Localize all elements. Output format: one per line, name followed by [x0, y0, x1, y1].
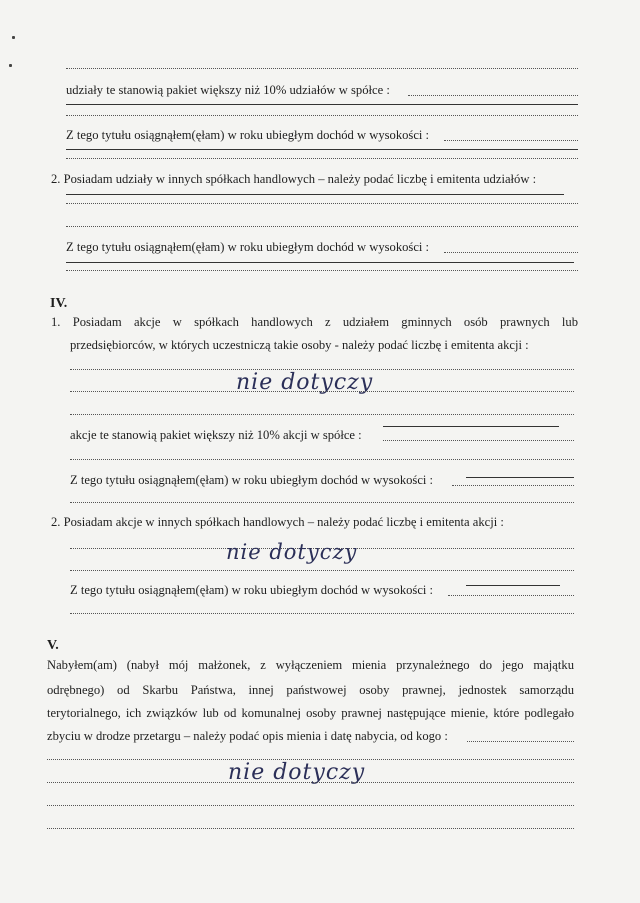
- item2-s3: [51, 172, 536, 187]
- income-label: Z tego tytułu osiągnąłem(ęłam) w roku ubiegłym dochód w wysokości :: [70, 583, 434, 597]
- scan-speck: [9, 64, 12, 67]
- dotted-line: [70, 613, 574, 614]
- dotted-line: [47, 782, 574, 783]
- underline-stroke: [66, 104, 578, 105]
- dotted-line: [70, 570, 574, 571]
- section-v-heading: V.: [47, 638, 59, 653]
- dotted-line: [70, 459, 574, 460]
- dotted-line: [66, 226, 578, 227]
- shares-majority-line: [66, 83, 390, 98]
- s5-para-line1: Nabyłem(am) (nabył mój małżonek, z wyłączeniem mienia przynależnego do jego majątku: [47, 658, 574, 672]
- s4-item1-line1: 1. Posiadam akcje w spółkach handlowych z udziałem gminnych osób prawnych lub: [51, 315, 578, 329]
- shares-majority-label: udziały te stanowią pakiet większy niż 10% udziałów w spółce :: [66, 83, 390, 97]
- dotted-line: [66, 68, 578, 69]
- dotted-line: [47, 805, 574, 806]
- income-field: [444, 140, 578, 141]
- dotted-line: [66, 203, 578, 204]
- scan-speck: [12, 36, 15, 39]
- s4-shares-majority-line: [70, 428, 362, 443]
- income-field: [448, 595, 574, 596]
- s5-para-line3: terytorialnego, ich związków lub od komunalnej osoby prawnej następujące mienie, które podlegało: [47, 706, 574, 720]
- income-label: Z tego tytułu osiągnąłem(ęłam) w roku ubiegłym dochód w wysokości :: [66, 128, 430, 142]
- s4-income-line-2: [70, 583, 433, 598]
- shares-majority-label: akcje te stanowią pakiet większy niż 10% akcji w spółce :: [70, 428, 362, 442]
- income-label: Z tego tytułu osiągnąłem(ęłam) w roku ubiegłym dochód w wysokości :: [66, 240, 430, 254]
- underline-stroke: [66, 149, 578, 150]
- section-iv-heading: IV.: [50, 296, 68, 311]
- dotted-line: [66, 158, 578, 159]
- s4-item2: [51, 515, 504, 530]
- s5-para-line2: odrębnego) od Skarbu Państwa, innej państwowej osoby prawnej, jednostek samorządu: [47, 683, 574, 697]
- s4-item1-line2: przedsiębiorców, w których uczestniczą takie osoby - należy podać liczbę i emitenta akcji :: [70, 338, 529, 352]
- handwritten-answer: nie dotyczy: [236, 370, 374, 395]
- item2-label: 2. Posiadam akcje w innych spółkach handlowych – należy podać liczbę i emitenta akcji :: [51, 515, 504, 529]
- answer-field: [467, 741, 574, 742]
- income-field: [444, 252, 578, 253]
- handwritten-answer: nie dotyczy: [228, 760, 366, 785]
- item2-label: 2. Posiadam udziały w innych spółkach handlowych – należy podać liczbę i emitenta udziałów :: [51, 172, 537, 186]
- income-line-s3-1: [66, 128, 429, 143]
- handwritten-answer: nie dotyczy: [226, 540, 358, 564]
- dotted-line: [47, 828, 574, 829]
- underline-stroke: [66, 262, 574, 263]
- s5-para-line4: [47, 729, 448, 744]
- underline-stroke: [383, 426, 559, 427]
- dotted-line: [66, 115, 578, 116]
- dotted-line: [70, 502, 574, 503]
- s5-para-line4-label: zbyciu w drodze przetargu – należy podać opis mienia i datę nabycia, od kogo :: [47, 729, 448, 743]
- income-label: Z tego tytułu osiągnąłem(ęłam) w roku ubiegłym dochód w wysokości :: [70, 473, 434, 487]
- dotted-line: [66, 270, 578, 271]
- dotted-line: [70, 391, 574, 392]
- underline-stroke: [466, 477, 574, 478]
- income-field: [452, 485, 574, 486]
- income-line-s3-2: [66, 240, 429, 255]
- dotted-line: [70, 414, 574, 415]
- underline-stroke: [466, 585, 560, 586]
- shares-majority-field: [383, 440, 574, 441]
- underline-stroke: [66, 194, 564, 195]
- shares-majority-field: [408, 95, 578, 96]
- s4-income-line-1: [70, 473, 433, 488]
